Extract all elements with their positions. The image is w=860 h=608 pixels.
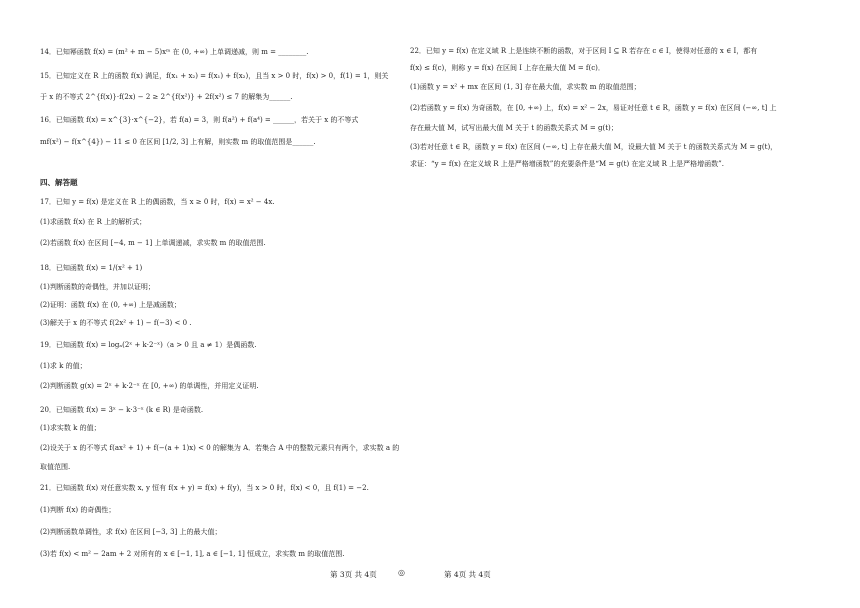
q20-part1: (1)求实数 k 的值； [40,424,101,432]
q22-text-line2: f(x) ≤ f(c)，则称 y = f(x) 在区间 I 上存在最大值 M = f(c)． [410,64,605,72]
q20-text: 20．已知函数 f(x) = 3ˣ − k·3⁻ˣ (k ∈ R) 是奇函数. [40,406,204,414]
q22-part1: (1)函数 y = x² + mx 在区间 (1, 3] 存在最大值，求实数 m 的取值范围； [410,83,641,91]
q18-part2: (2)证明：函数 f(x) 在 (0, +∞) 上是减函数； [40,301,181,309]
q17-text: 17．已知 y = f(x) 是定义在 R 上的偶函数，当 x ≥ 0 时，f(x) = x² − 4x. [40,198,275,206]
q18-text: 18．已知函数 f(x) = 1/(x² + 1) [40,264,143,272]
q22-part3-line1: (3)若对任意 t ∈ R，函数 y = f(x) 在区间 (−∞, t] 上存在最大值 M，设最大值 M 关于 t 的函数关系式为 M = g(t)， [410,143,778,151]
q20-part2-line1: (2)设关于 x 的不等式 f(ax² + 1) + f(−(a + 1)x) < 0 的解集为 A．若集合 A 中的整数元素只有两个，求实数 a 的 [40,444,400,452]
q18-part3: (3)解关于 x 的不等式 f(2x² + 1) − f(−3) < 0 . [40,319,192,327]
q22-text-line1: 22．已知 y = f(x) 在定义域 R 上是连续不断的函数，对于区间 I ⊆ R 若存在 c ∈ I，使得对任意的 x ∈ I，都有 [410,47,758,55]
binding-mark: ◎ [398,568,405,577]
q22-part2-line1: (2)若函数 y = f(x) 为奇函数，在 [0, +∞) 上，f(x) = x² − 2x，易证对任意 t ∈ R，函数 y = f(x) 在区间 (−∞, t] 上 [410,104,777,112]
page-number-right: 第 4页 共 4页 [444,570,491,579]
q19-part2: (2)判断函数 g(x) = 2ˣ + k·2⁻ˣ 在 [0, +∞) 的单调性，并用定义证明. [40,382,259,390]
q19-part1: (1)求 k 的值； [40,362,87,370]
q20-part2-line2: 取值范围. [40,463,71,471]
q21-part2: (2)判断函数单调性，求 f(x) 在区间 [−3, 3] 上的最大值； [40,528,222,536]
q21-part1: (1)判断 f(x) 的奇偶性； [40,506,116,514]
q21-text: 21．已知函数 f(x) 对任意实数 x, y 恒有 f(x + y) = f(x) + f(y)，当 x > 0 时，f(x) < 0，且 f(1) = −2. [40,484,369,492]
q22-part3-line2: 求证：“y = f(x) 在定义域 R 上是严格增函数”的充要条件是“M = g(t) 在定义域 R 上是严格增函数”. [410,160,724,168]
q15-text-line2: 于 x 的不等式 2^{f(x)}·f(2x) − 2 ≥ 2^{f(x²)} + 2f(x²) ≤ 7 的解集为______. [40,93,293,101]
q16-text-line1: 16．已知函数 f(x) = x^{3}·x^{−2}，若 f(a) = 3，则 f(a²) + f(a⁴) = ______，若关于 x 的不等式 [40,116,359,124]
q22-part2-line2: 存在最大值 M，试写出最大值 M 关于 t 的函数关系式 M = g(t)； [410,124,618,132]
q18-part1: (1)判断函数的奇偶性，并加以证明； [40,283,155,291]
q16-text-line2: mf(x²) − f(x^{4}) − 11 ≤ 0 在区间 [1/2, 3] 上有解，则实数 m 的取值范围是______. [40,138,316,146]
q17-part2: (2)若函数 f(x) 在区间 [−4, m − 1] 上单调递减，求实数 m 的取值范围. [40,239,266,247]
q15-text-line1: 15．已知定义在 R 上的函数 f(x) 满足，f(x₁ + x₂) = f(x₁) + f(x₂)，且当 x > 0 时，f(x) > 0，f(1) = 1，则关 [40,72,389,80]
section-heading: 四、解答题 [40,178,78,187]
q19-text: 19．已知函数 f(x) = logₐ(2ˣ + k·2⁻ˣ)（a > 0 且 a ≠ 1）是偶函数. [40,341,257,349]
page-number-left: 第 3页 共 4页 [330,570,377,579]
q21-part3: (3)若 f(x) < m² − 2am + 2 对所有的 x ∈ [−1, 1], a ∈ [−1, 1] 恒成立，求实数 m 的取值范围. [40,550,345,558]
q17-part1: (1)求函数 f(x) 在 R 上的解析式； [40,218,147,226]
q14-text: 14．已知幂函数 f(x) = (m² + m − 5)xᵐ 在 (0, +∞) 上单调递减，则 m = ________. [40,48,309,56]
